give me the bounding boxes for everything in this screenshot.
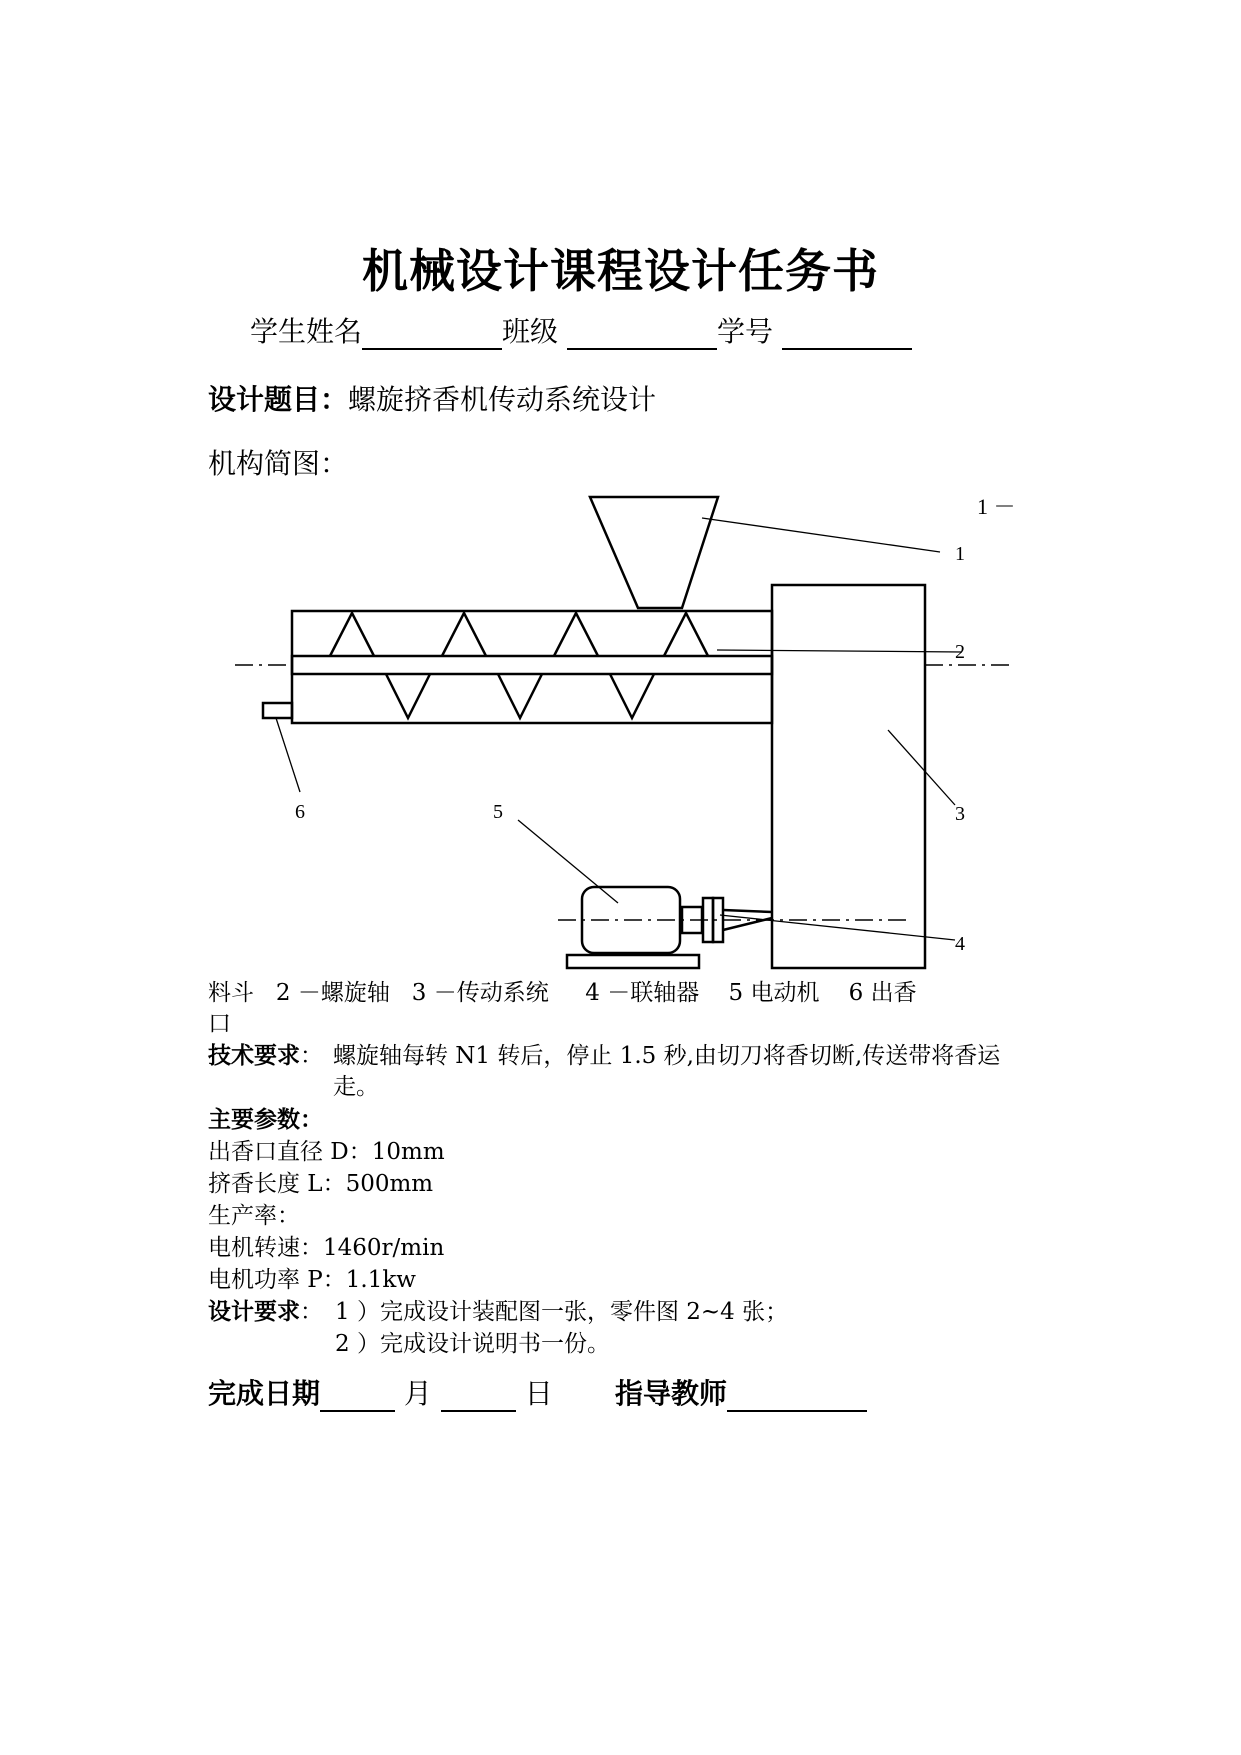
screw-flight bbox=[554, 613, 598, 656]
advisor-field[interactable] bbox=[727, 1380, 867, 1412]
callout-2: 2 bbox=[955, 641, 965, 663]
callout-4: 4 bbox=[955, 933, 965, 955]
leader-line-3 bbox=[888, 730, 955, 805]
design-requirement-item: 1 ）完成设计装配图一张，零件图 2~4 张； bbox=[335, 1299, 789, 1325]
callout-6: 6 bbox=[295, 801, 305, 823]
diagram-legend-line: 口 bbox=[208, 1011, 231, 1037]
day-field[interactable] bbox=[441, 1380, 516, 1412]
leader-line-5 bbox=[518, 820, 618, 903]
top-right-note: 1 － bbox=[977, 494, 1016, 519]
screw-shaft-shape bbox=[292, 656, 772, 674]
param-item: 电机功率 P：1.1kw bbox=[208, 1267, 416, 1293]
screw-flight bbox=[386, 674, 430, 718]
outlet-nozzle-shape bbox=[263, 703, 292, 718]
main-params-label: 主要参数： bbox=[208, 1107, 323, 1133]
design-requirements-colon: ： bbox=[300, 1299, 323, 1325]
screw-flight bbox=[664, 613, 708, 656]
month-label: 月 bbox=[403, 1377, 432, 1410]
screw-flight bbox=[610, 674, 654, 718]
tech-requirements-label: 技术要求 bbox=[208, 1043, 300, 1069]
diagram-label: 机构简图： bbox=[208, 447, 349, 480]
tech-requirements bbox=[208, 1037, 323, 1070]
callout-5: 5 bbox=[493, 801, 503, 823]
design-topic-value: 螺旋挤香机传动系统设计 bbox=[348, 383, 657, 416]
barrel-shape bbox=[292, 611, 772, 723]
callout-1: 1 bbox=[955, 543, 965, 565]
motor-base-shape bbox=[567, 955, 699, 968]
design-topic-label: 设计题目： bbox=[208, 383, 349, 416]
student-id-label: 学号 bbox=[716, 315, 773, 348]
diagram-legend-line: 料斗 2 －螺旋轴 3 －传动系统 4 －联轴器 5 电动机 6 出香 bbox=[208, 980, 917, 1006]
param-item: 生产率： bbox=[208, 1203, 300, 1229]
footer-row bbox=[208, 1372, 553, 1412]
leader-line-4 bbox=[720, 915, 955, 940]
leader-line-1 bbox=[702, 518, 940, 552]
screw-flight bbox=[330, 613, 374, 656]
hopper-shape bbox=[590, 497, 718, 608]
callout-3: 3 bbox=[955, 803, 965, 825]
design-requirement-item: 2 ）完成设计说明书一份。 bbox=[335, 1331, 610, 1357]
param-item: 电机转速：1460r/min bbox=[208, 1235, 445, 1261]
page-title: 机械设计课程设计任务书 bbox=[362, 244, 879, 298]
design-requirements-label: 设计要求 bbox=[208, 1299, 300, 1325]
class-label: 班级 bbox=[502, 315, 559, 348]
screw-flight bbox=[442, 613, 486, 656]
transmission-box-shape bbox=[772, 585, 925, 968]
param-item: 挤香长度 L：500mm bbox=[208, 1171, 434, 1197]
completion-date-label: 完成日期 bbox=[208, 1377, 321, 1410]
month-field[interactable] bbox=[320, 1380, 395, 1412]
param-item: 出香口直径 D：10mm bbox=[208, 1139, 445, 1165]
advisor-label: 指导教师 bbox=[615, 1377, 728, 1410]
output-shaft bbox=[723, 910, 772, 912]
advisor-row bbox=[615, 1372, 867, 1412]
tech-requirements-text: 走。 bbox=[333, 1074, 379, 1100]
tech-requirements-text: 螺旋轴每转 N1 转后，停止 1.5 秒,由切刀将香切断,传送带将香运 bbox=[333, 1043, 1001, 1069]
student-name-label: 学生姓名 bbox=[250, 315, 363, 348]
tech-requirements-colon: ： bbox=[300, 1043, 323, 1069]
day-label: 日 bbox=[524, 1377, 553, 1410]
design-requirements bbox=[208, 1293, 323, 1326]
leader-line-6 bbox=[276, 718, 300, 792]
screw-flight bbox=[498, 674, 542, 718]
